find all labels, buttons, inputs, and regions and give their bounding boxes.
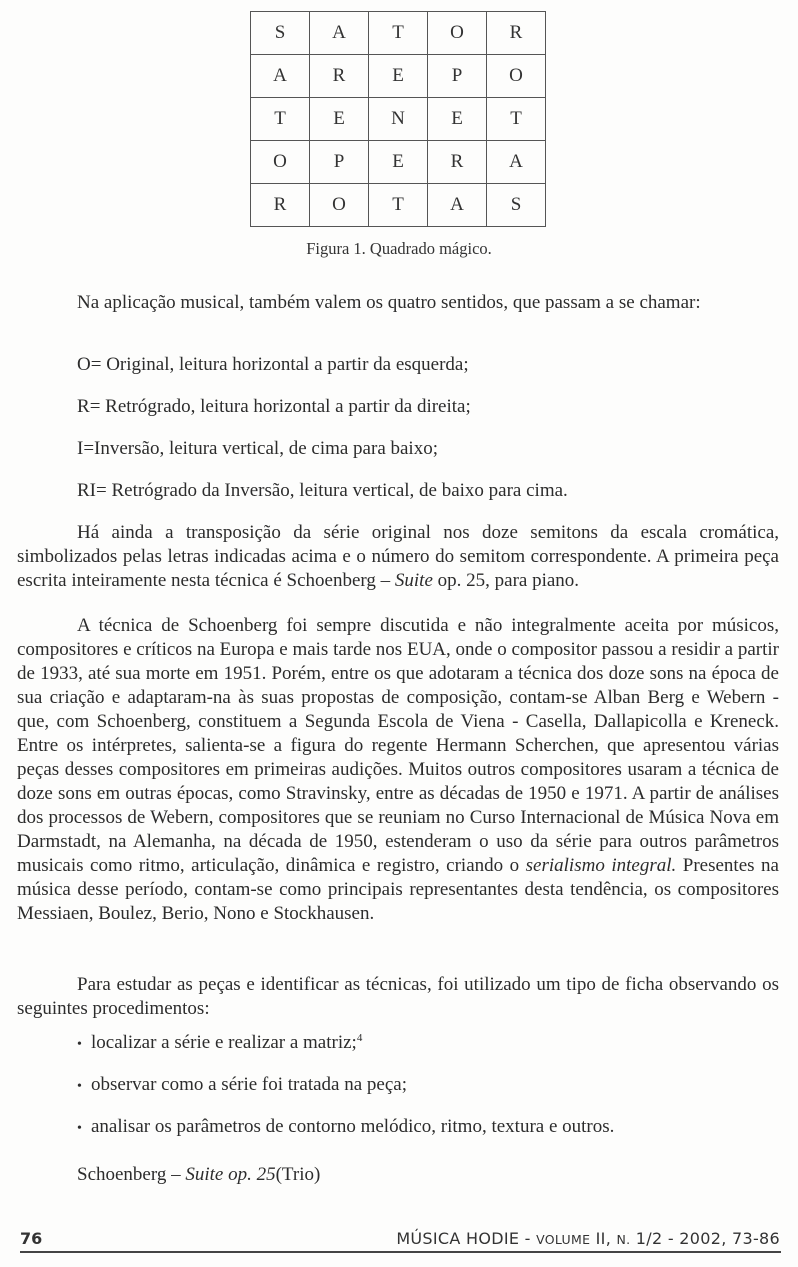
heading-composer: Schoenberg – [77, 1164, 186, 1185]
journal-name: MÚSICA HODIE - [396, 1229, 537, 1248]
magic-square-cell: R [487, 12, 546, 55]
definition-text: = Retrógrado da Inversão, leitura vertical, de baixo para cima. [96, 480, 568, 501]
definition-original [77, 353, 469, 377]
paragraph-history [17, 614, 779, 926]
magic-square-cell: A [487, 141, 546, 184]
magic-square-cell: O [251, 141, 310, 184]
magic-square-cell: P [310, 141, 369, 184]
magic-square-cell: T [369, 12, 428, 55]
magic-square-cell: S [251, 12, 310, 55]
magic-square-cell: T [251, 98, 310, 141]
paragraph-procedures: Para estudar as peças e identificar as técnicas, foi utilizado um tipo de ficha observando os seguintes procedimentos: [17, 974, 779, 1019]
magic-square-cell: A [310, 12, 369, 55]
definition-key: R [77, 396, 90, 417]
magic-square-row [251, 55, 546, 98]
definition-inversion [77, 437, 438, 461]
magic-square-cell: R [428, 141, 487, 184]
list-item-text: localizar a série e realizar a matriz; [91, 1032, 357, 1053]
bullet-icon: • [77, 1079, 82, 1094]
issue-and-pages: 1/2 - 2002, 73-86 [630, 1229, 780, 1248]
definition-text: = Retrógrado, leitura horizontal a partir da direita; [89, 396, 471, 417]
magic-square-row [251, 184, 546, 227]
definition-key: I [77, 438, 84, 459]
volume-label: VOLUME [536, 1232, 591, 1247]
magic-square-cell: P [428, 55, 487, 98]
page-number: 76 [20, 1229, 43, 1248]
magic-square-row [251, 12, 546, 55]
definition-key: RI [77, 480, 96, 501]
heading-suffix: (Trio) [275, 1164, 321, 1185]
definition-text: =Inversão, leitura vertical, de cima para baixo; [83, 438, 438, 459]
bullet-icon: • [77, 1037, 82, 1052]
bullet-icon: • [77, 1121, 82, 1136]
paragraph-text: Há ainda a transposição da série original nos doze semitons da escala cromática, simbolizados pelas letras indicadas acima e o número do semitom correspondente. A primeira peça escrita inteiramente nesta técnica é Schoenberg – [17, 522, 779, 591]
magic-square-cell: R [310, 55, 369, 98]
magic-square-row [251, 141, 546, 184]
magic-square-cell: E [428, 98, 487, 141]
paragraph-text-tail: op. 25, para piano. [432, 570, 580, 591]
magic-square-cell: S [487, 184, 546, 227]
definition-retrograde [77, 395, 471, 419]
magic-square-cell: N [369, 98, 428, 141]
magic-square-cell: E [369, 141, 428, 184]
magic-square-cell: T [369, 184, 428, 227]
magic-square-cell: T [487, 98, 546, 141]
volume-number: II, [590, 1229, 617, 1248]
paragraph-text-tail: Presentes na música desse período, contam-se como principais representantes desta tendência, os compositores Messiaen, Boulez, Berio, Nono e Stockhausen. [17, 855, 779, 924]
magic-square-cell: O [487, 55, 546, 98]
section-heading [77, 1163, 320, 1187]
magic-square-row [251, 98, 546, 141]
list-item [77, 1031, 362, 1057]
magic-square-cell: O [428, 12, 487, 55]
definition-retrograde-inversion [77, 479, 568, 503]
list-item-text: analisar os parâmetros de contorno melódico, ritmo, textura e outros. [91, 1116, 615, 1137]
magic-square-cell: A [251, 55, 310, 98]
term-italic: serialismo integral. [525, 855, 677, 876]
list-item-text: observar como a série foi tratada na peça; [91, 1074, 407, 1095]
magic-square-cell: E [310, 98, 369, 141]
work-title-italic: Suite [394, 570, 433, 591]
heading-work-italic: Suite op. 25 [185, 1164, 276, 1185]
magic-square-cell: E [369, 55, 428, 98]
paragraph-intro: Na aplicação musical, também valem os quatro sentidos, que passam a se chamar: [77, 292, 701, 313]
running-footer [396, 1229, 780, 1248]
definition-key: O [77, 354, 91, 375]
paragraph-transposition [17, 521, 779, 593]
magic-square-cell: R [251, 184, 310, 227]
figure-caption: Figura 1. Quadrado mágico. [306, 239, 492, 258]
list-item [77, 1073, 407, 1099]
footer-rule [20, 1251, 781, 1253]
footnote-marker[interactable]: 4 [356, 1032, 363, 1044]
paragraph-text: A técnica de Schoenberg foi sempre discutida e não integralmente aceita por músicos, compositores e críticos na Europa e mais tarde nos EUA, onde o compositor passou a residir a partir de 1933, até sua morte em 1951. Porém, entre os que adotaram a técnica dos doze sons na época de sua criação e adaptaram-na às suas propostas de composição, contam-se Alban Berg e Webern - que, com Schoenberg, constituem a Segunda Escola de Viena - Casella, Dallapicolla e Kreneck. Entre os intérpretes, salienta-se a figura do regente Hermann Scherchen, que apresentou várias peças desses compositores em primeiras audições. Muitos outros compositores usaram a técnica de doze sons em outras épocas, como Stravinsky, entre as décadas de 1950 e 1971. A partir de análises dos processos de Webern, compositores que se reuniam no Curso Internacional de Música Nova em Darmstadt, na Alemanha, na década de 1950, estenderam o uso da série para outros parâmetros musicais como ritmo, articulação, dinâmica e registro, criando o [17, 615, 779, 876]
issue-label: N. [616, 1232, 631, 1247]
magic-square-cell: O [310, 184, 369, 227]
magic-square-cell: A [428, 184, 487, 227]
list-item [77, 1115, 614, 1141]
magic-square-figure [250, 11, 546, 227]
definition-text: = Original, leitura horizontal a partir da esquerda; [90, 354, 469, 375]
